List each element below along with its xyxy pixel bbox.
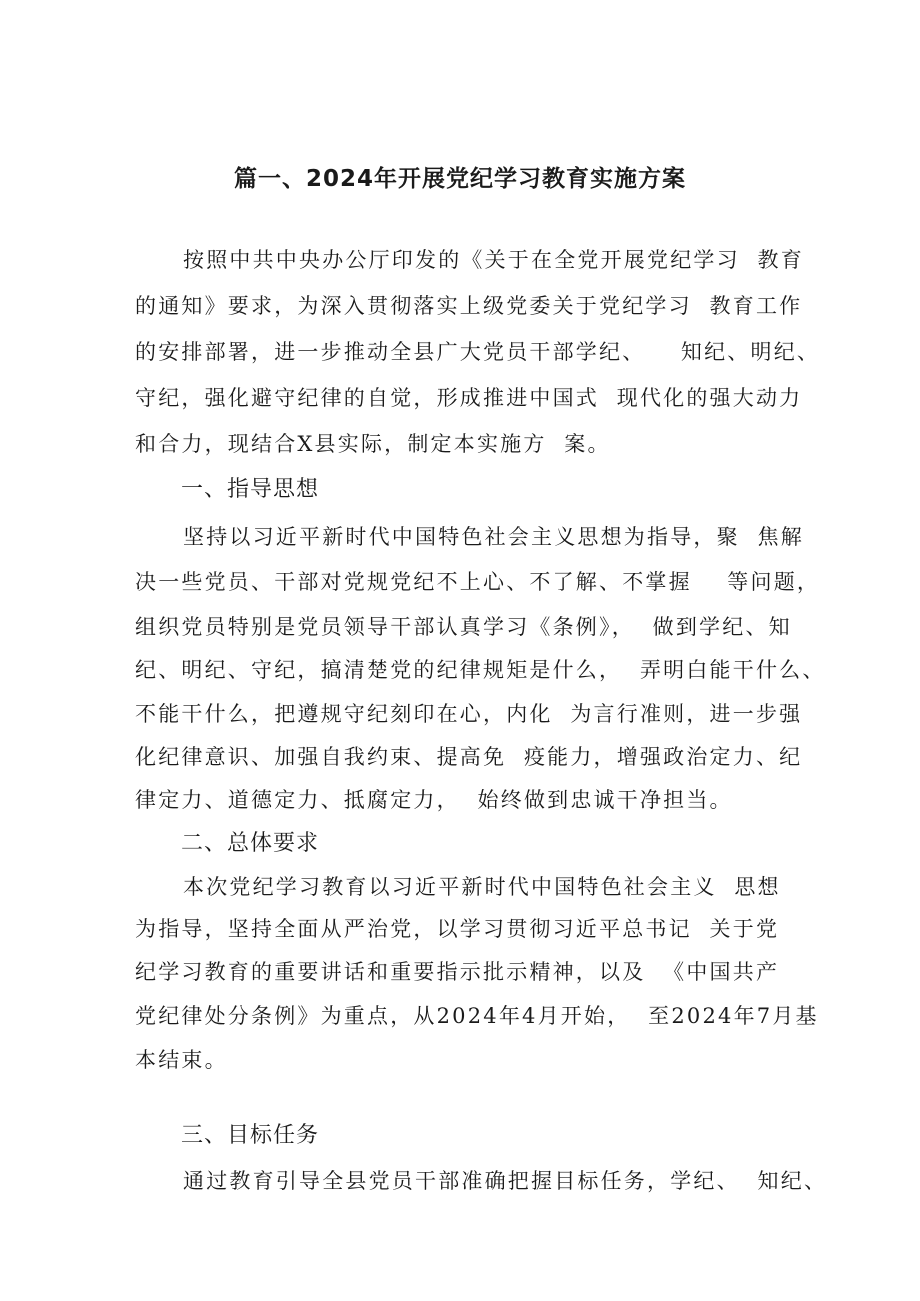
section1-line-4: 纪、明纪、守纪，搞清楚党的纪律规矩是什么， 弄明白能干什么、: [135, 658, 826, 682]
section1-line-1: 坚持以习近平新时代中国特色社会主义思想为指导，聚 焦解: [183, 525, 804, 549]
intro-line-2: 的通知》要求，为深入贯彻落实上级党委关于党纪学习 教育工作: [135, 294, 803, 318]
section1-line-2: 决一些党员、干部对党规党纪不上心、不了解、不掌握 等问题，: [135, 570, 821, 594]
document-title: 篇一、2024年开展党纪学习教育实施方案: [233, 166, 686, 192]
section2-line-3: 纪学习教育的重要讲话和重要指示批示精神，以及 《中国共产: [135, 960, 780, 984]
intro-line-3: 的安排部署，进一步推动全县广大党员干部学纪、 知纪、明纪、: [135, 340, 821, 364]
section1-line-3: 组织党员特别是党员领导干部认真学习《条例》， 做到学纪、知: [135, 615, 792, 639]
section1-line-6: 化纪律意识、加强自我约束、提高免 疫能力，增强政治定力、纪: [135, 745, 803, 769]
intro-line-5: 和合力，现结合X县实际，制定本实施方 案。: [135, 432, 611, 456]
intro-line-1: 按照中共中央办公厅印发的《关于在全党开展党纪学习 教育: [183, 248, 804, 272]
section2-line-5: 本结束。: [135, 1048, 228, 1072]
section-heading-guiding-ideology: 一、指导思想: [181, 477, 320, 502]
intro-line-4: 守纪，强化避守纪律的自觉，形成推进中国式 现代化的强大动力: [135, 386, 803, 410]
section2-line-1: 本次党纪学习教育以习近平新时代中国特色社会主义 思想: [183, 875, 781, 899]
section2-line-4: 党纪律处分条例》为重点，从2024年4月开始， 至2024年7月基: [135, 1004, 819, 1028]
section-heading-overall-requirements: 二、总体要求: [181, 831, 320, 856]
section2-line-2: 为指导，坚持全面从严治党，以学习贯彻习近平总书记 关于党: [135, 917, 780, 941]
section-heading-objectives: 三、目标任务: [181, 1123, 320, 1148]
section3-line-1: 通过教育引导全县党员干部准确把握目标任务，学纪、 知纪、: [183, 1169, 828, 1193]
section1-line-7: 律定力、道德定力、抵腐定力， 始终做到忠诚干净担当。: [135, 788, 733, 812]
section1-line-5: 不能干什么，把遵规守纪刻印在心，内化 为言行准则，进一步强: [135, 702, 803, 726]
